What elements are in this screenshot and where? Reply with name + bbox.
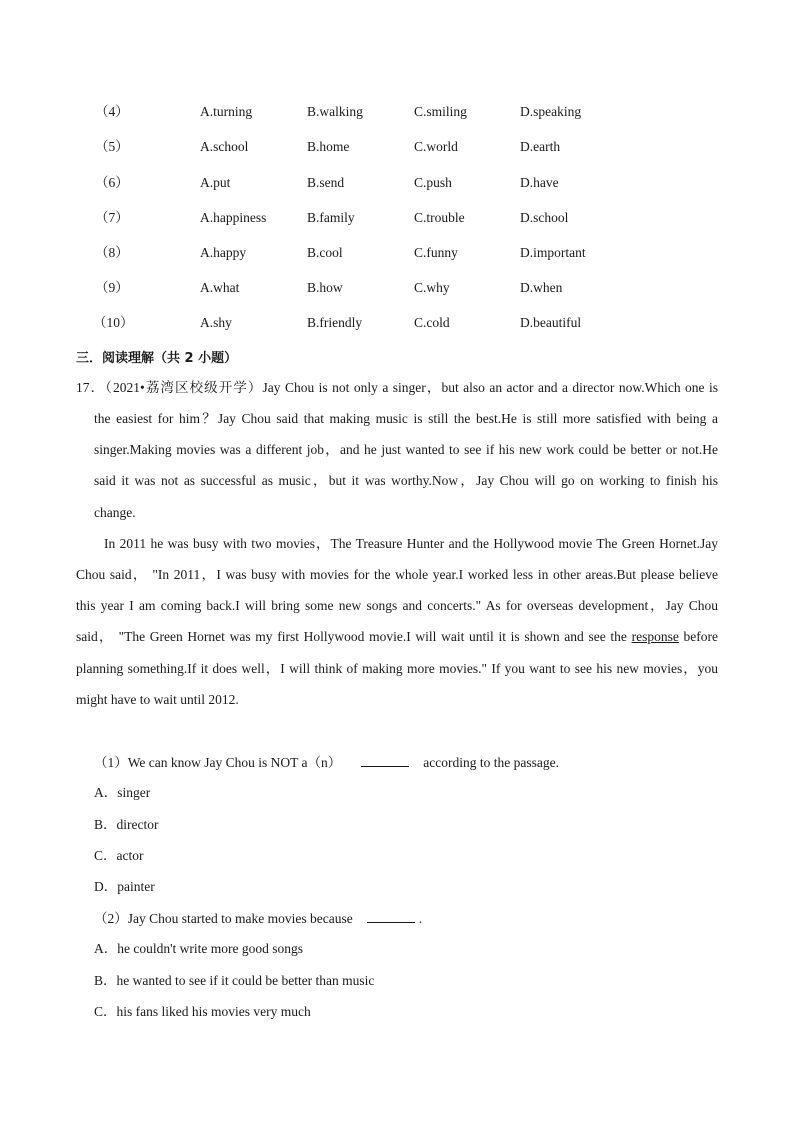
answer-blank[interactable] [361,752,409,767]
passage-text: said， "The Green Hornet was my first Hollywood movie.I will wait until it is shown and see the [76,629,632,644]
passage-line: planning something.If it does well，I will think of making more movies." If you want to see his new movies，you [76,661,718,676]
question-number: （7） [95,210,129,225]
answer-blank[interactable] [367,908,415,923]
question-2-stem [94,908,422,928]
question-number: （4） [95,104,129,119]
option-d: D.speaking [520,104,582,119]
option-row [0,208,794,228]
option-c: C.funny [414,245,458,260]
question-text: （2）Jay Chou started to make movies because [94,911,353,926]
option-d: D.beautiful [520,315,582,330]
question-text: （1）We can know Jay Chou is NOT a（n） [94,755,342,770]
answer-option: A．singer [94,785,151,800]
option-a: A.school [200,139,249,154]
passage-line [76,627,718,647]
answer-option: B．director [94,817,159,832]
option-d: D.when [520,280,563,295]
passage-line: change. [94,505,136,520]
option-a: A.happy [200,245,247,260]
passage-line: In 2011 he was busy with two movies，The Treasure Hunter and the Hollywood movie The Green Hornet.Jay [104,536,718,551]
question-number: （9） [95,280,129,295]
answer-option: B．he wanted to see if it could be better than music [94,973,375,988]
option-row [0,102,794,122]
passage-line: Chou said， "In 2011，I was busy with movies for the whole year.I worked less in other areas.But please believe [76,567,718,582]
option-a: A.turning [200,104,253,119]
option-c: C.smiling [414,104,467,119]
option-row [0,243,794,263]
option-c: C.trouble [414,210,465,225]
passage-line: 17．（2021•荔湾区校级开学）Jay Chou is not only a singer，but also an actor and a director now.Which one is [76,380,718,395]
option-b: B.send [307,175,345,190]
passage-line: singer.Making movies was a different job，and he just wanted to see if his new work could be better or not.He [94,442,718,457]
answer-option: D．painter [94,879,155,894]
option-d: D.school [520,210,569,225]
passage-line: this year I am coming back.I will bring some new songs and concerts." As for overseas development，Jay Chou [76,598,718,613]
option-row [0,137,794,157]
question-number: （10） [93,315,134,330]
answer-option: C．actor [94,848,144,863]
passage-text: before [678,629,718,644]
option-a: A.what [200,280,240,295]
option-c: C.cold [414,315,450,330]
question-1-stem [94,752,559,772]
option-b: B.family [307,210,355,225]
passage-line: might have to wait until 2012. [76,692,239,707]
option-c: C.why [414,280,450,295]
answer-option: A．he couldn't write more good songs [94,941,304,956]
option-d: D.important [520,245,586,260]
section-heading: 三．阅读理解（共 2 小题） [76,351,238,366]
question-text: . [418,911,423,926]
option-row [0,278,794,298]
option-b: B.home [307,139,350,154]
option-a: A.shy [200,315,232,330]
option-b: B.friendly [307,315,363,330]
option-a: A.put [200,175,231,190]
underlined-word: response [631,629,679,644]
option-c: C.world [414,139,458,154]
option-row [0,313,794,333]
option-d: D.have [520,175,559,190]
option-c: C.push [414,175,452,190]
question-number: （6） [95,175,129,190]
option-b: B.cool [307,245,343,260]
question-number: （8） [95,245,129,260]
question-number: （5） [95,139,129,154]
option-b: B.how [307,280,343,295]
option-a: A.happiness [200,210,267,225]
answer-option: C．his fans liked his movies very much [94,1004,311,1019]
question-text: according to the passage. [423,755,559,770]
option-b: B.walking [307,104,363,119]
passage-line: said it was not as successful as music，but it was worthy.Now，Jay Chou will go on working to finish his [94,473,718,488]
option-d: D.earth [520,139,561,154]
passage-line: the easiest for him？Jay Chou said that making music is still the best.He is still more satisfied with being a [94,411,718,426]
option-row [0,173,794,193]
